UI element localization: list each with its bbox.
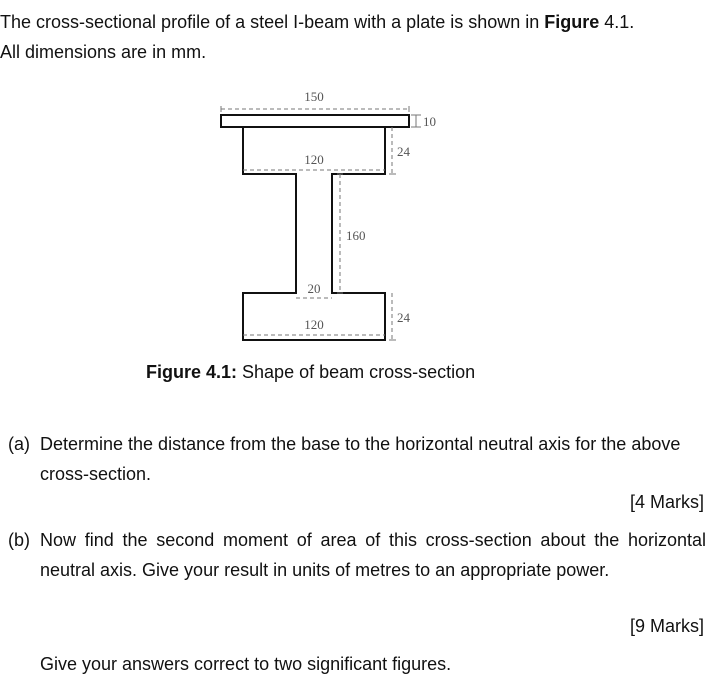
- plate-width-label: 150: [304, 89, 324, 104]
- web-height-label: 160: [346, 228, 366, 243]
- top-flange-width-label: 120: [304, 152, 324, 167]
- footer-note: Give your answers correct to two significant figures.: [40, 654, 452, 674]
- bottom-flange-thickness-label: 24: [397, 310, 410, 325]
- figure-ref-number: 4.1.: [599, 12, 635, 32]
- question-a-label: (a): [8, 434, 30, 454]
- plate-thickness-label: 10: [423, 114, 436, 129]
- intro-text: The cross-sectional profile of a steel I-beam with a plate is shown in: [0, 12, 545, 32]
- question-b-text: Now find the second moment of area of this cross-section about the horizontal neutral axis. Give your result in units of metres to an appropriate power.: [40, 530, 706, 580]
- question-a-text: Determine the distance from the base to the horizontal neutral axis for the above cross-section.: [40, 434, 681, 484]
- bottom-flange-width-label: 120: [304, 317, 324, 332]
- web-width-label: 20: [307, 281, 321, 296]
- caption-label: Figure 4.1:: [146, 362, 238, 382]
- figure-caption: [146, 360, 475, 384]
- intro-line-2: All dimensions are in mm.: [0, 42, 207, 62]
- top-flange-thickness-label: 24: [397, 144, 410, 159]
- question-b-marks: [9 Marks]: [629, 616, 704, 636]
- figure-ref-bold: Figure: [544, 12, 600, 32]
- question-a-marks: [4 Marks]: [629, 492, 704, 512]
- caption-text: Shape of beam cross-section: [237, 362, 476, 382]
- question-b-label: (b): [8, 530, 30, 550]
- plate-outline: [221, 115, 409, 127]
